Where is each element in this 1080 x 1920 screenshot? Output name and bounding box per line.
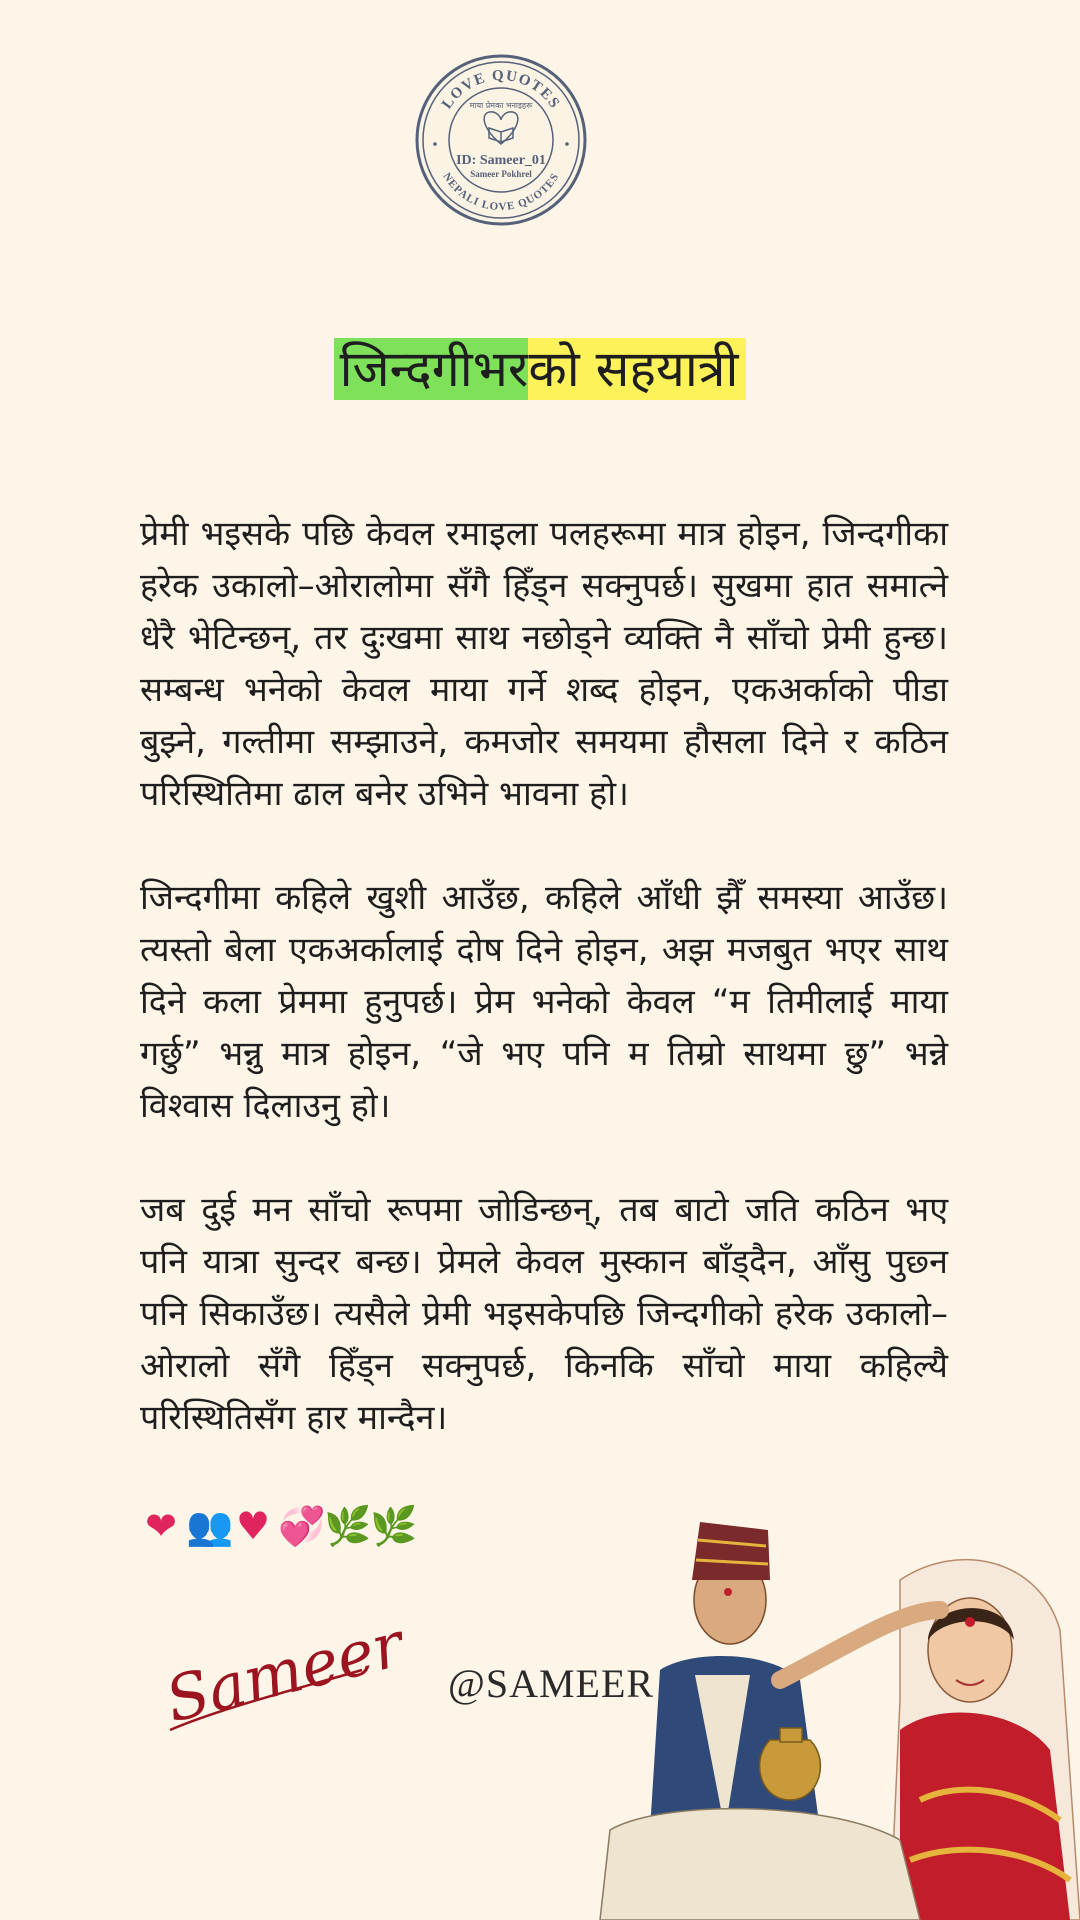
stamp-subtitle: माया प्रेमका भनाइहरू (469, 101, 533, 110)
title-highlight-yellow: को सहयात्री (528, 338, 746, 400)
red-heart-icon: ❤ (145, 1504, 177, 1548)
svg-text:Sameer: Sameer (158, 1607, 411, 1737)
revolving-hearts-icon: 💞 (278, 1504, 326, 1548)
stamp-top-text: LOVE QUOTES (439, 67, 563, 113)
stamp-bottom-text: NEPALI LOVE QUOTES (440, 170, 562, 214)
paragraph-3: जब दुई मन साँचो रूपमा जोडिन्छन्, तब बाटो जति कठिन भए पनि यात्रा सुन्दर बन्छ। प्रेमले केवल मुस्कान बाँड्दैन, आँसु पुछ्न पनि सिकाउँछ। त्यसैले प्रेमी भइसकेपछि जिन्दगीको हरेक उकालो–ओरालो सँगै हिँड्न सक्नुपर्छ, किनकि साँचो माया कहिल्यै परिस्थितिसँग हार मान्दैन। (140, 1190, 948, 1438)
emoji-row (140, 1502, 418, 1550)
handwritten-signature (156, 1607, 411, 1740)
leaf-icon: 🌿 (370, 1504, 418, 1548)
title-highlight-green: जिन्दगीभर (334, 338, 529, 400)
stamp-id-text: ID: Sameer_01 (456, 153, 546, 168)
love-quotes-stamp-logo (413, 52, 589, 228)
author-handle: @SAMEER (448, 1661, 655, 1706)
leaf-icon: 🌿 (324, 1504, 372, 1548)
page-title (0, 336, 1080, 402)
paragraph-2: जिन्दगीमा कहिले खुशी आउँछ, कहिले आँधी झैँ समस्या आउँछ। त्यस्तो बेला एकअर्कालाई दोष दिने होइन, अझ मजबुत भएर साथ दिने कला प्रेममा हुनुपर्छ। प्रेम भनेको केवल “म तिमीलाई माया गर्छु” भन्नु मात्र होइन, “जे भए पनि म तिम्रो साथमा छु” भन्ने विश्वास दिलाउनु हो। (140, 878, 948, 1126)
couple-silhouette-icon: 👥 (186, 1504, 234, 1548)
heart-icon: ♥ (235, 1504, 271, 1548)
couple-tika-illustration (600, 1500, 1080, 1920)
paragraph-1: प्रेमी भइसके पछि केवल रमाइला पलहरूमा मात्र होइन, जिन्दगीका हरेक उकालो–ओरालोमा सँगै हिँड्न सक्नुपर्छ। सुखमा हात समात्ने धेरै भेटिन्छन्, तर दुःखमा साथ नछोड्ने व्यक्ति नै साँचो प्रेमी हुन्छ। सम्बन्ध भनेको केवल माया गर्ने शब्द होइन, एकअर्काको पीडा बुझ्ने, गल्तीमा सम्झाउने, कमजोर समयमा हौसला दिने र कठिन परिस्थितिमा ढाल बनेर उभिने भावना हो। (140, 514, 948, 814)
quote-body (140, 508, 948, 1444)
stamp-name-text: Sameer Pokhrel (470, 169, 532, 179)
